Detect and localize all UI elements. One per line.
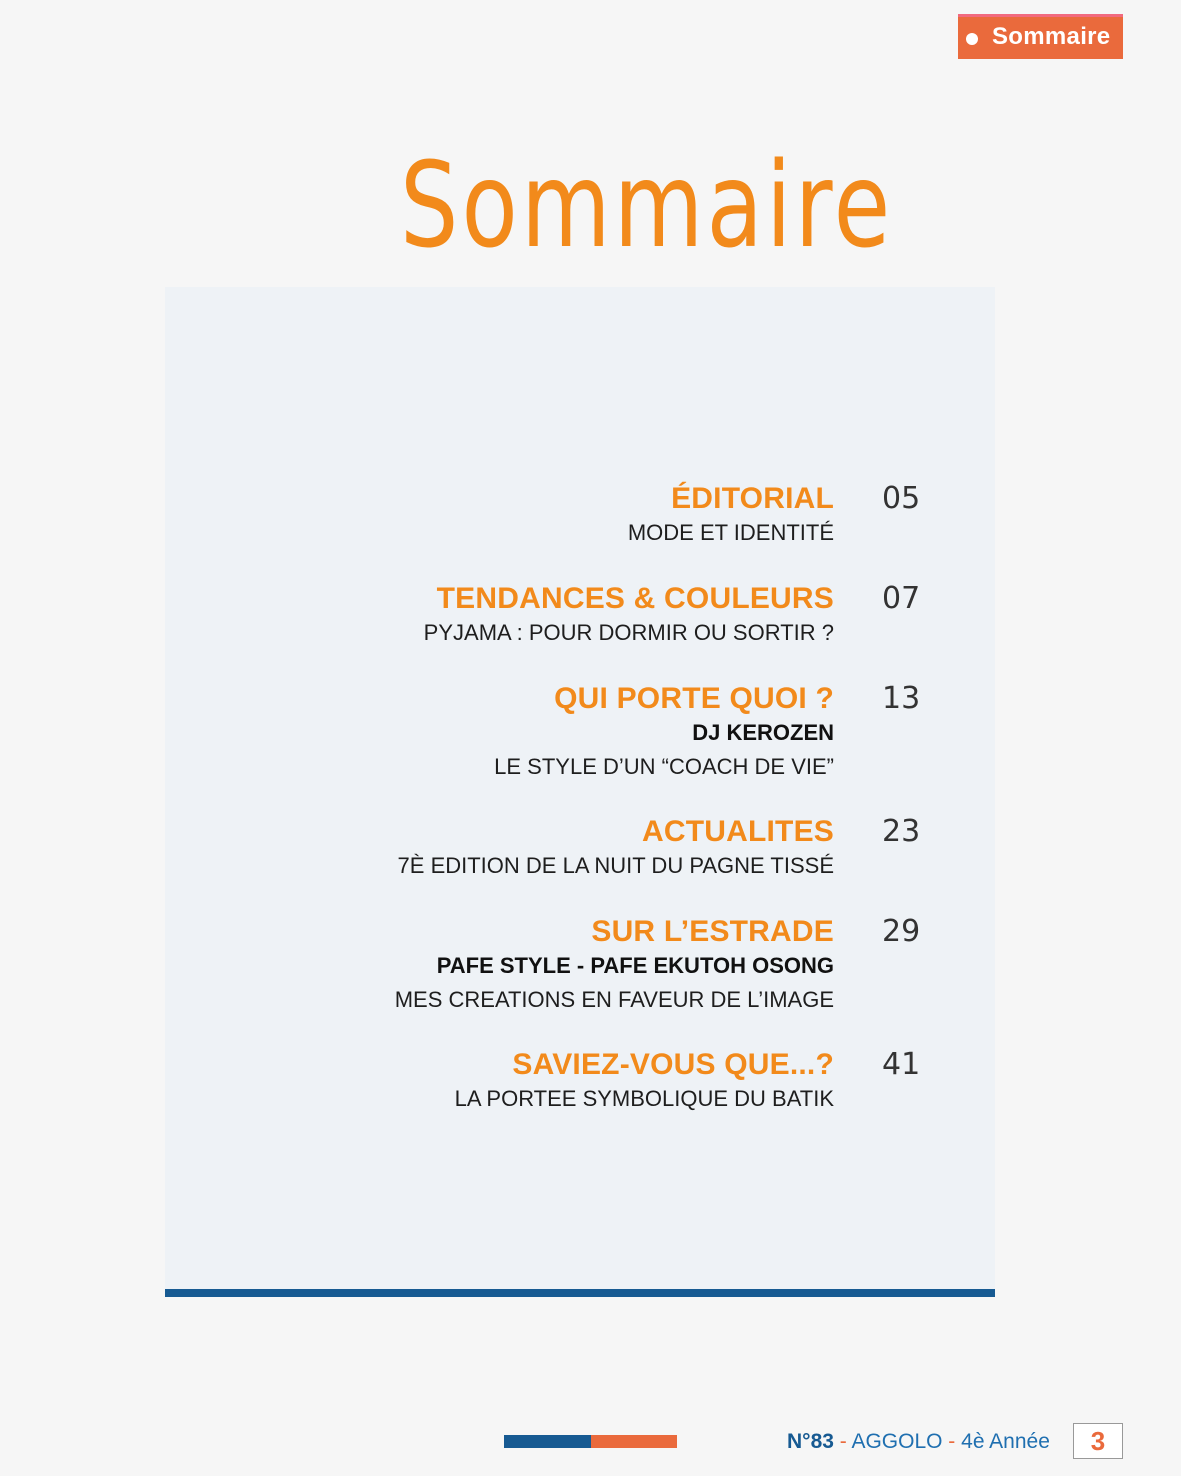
- toc-subtitle: LA PORTEE SYMBOLIQUE DU BATIK: [454, 1086, 834, 1111]
- toc-subtitle: LE STYLE D’UN “COACH DE VIE”: [494, 754, 834, 779]
- toc-subtitle: MES CREATIONS EN FAVEUR DE L’IMAGE: [394, 987, 834, 1012]
- footer-issue: N°83: [787, 1430, 834, 1453]
- toc-page-number: 23: [882, 814, 921, 849]
- toc-section-title: ACTUALITES: [642, 815, 834, 848]
- footer-separator: -: [833, 1430, 852, 1453]
- toc-entry-sur-lestrade: [395, 915, 834, 1017]
- toc-section-title: ÉDITORIAL: [671, 482, 834, 515]
- toc-section-title: QUI PORTE QUOI ?: [554, 682, 834, 715]
- footer-bar-blue: [504, 1435, 591, 1448]
- toc-section-title: SUR L’ESTRADE: [591, 915, 834, 948]
- toc-subtitle: 7È EDITION DE LA NUIT DU PAGNE TISSÉ: [397, 853, 834, 878]
- toc-panel: [165, 287, 995, 1289]
- footer-year: 4è Année: [961, 1430, 1050, 1453]
- toc-page-number: 29: [882, 914, 921, 949]
- footer-magazine: AGGOLO: [851, 1430, 943, 1453]
- section-tag-label: Sommaire: [992, 22, 1111, 50]
- toc-subtitle-bold: DJ KEROZEN: [692, 720, 834, 745]
- footer-credit: [787, 1426, 1050, 1458]
- bullet-dot-icon: [966, 33, 978, 45]
- page-title: Sommaire: [400, 136, 894, 274]
- toc-page-number: 07: [882, 581, 921, 616]
- toc-entry-editorial: [628, 482, 834, 550]
- toc-subtitle: PYJAMA : POUR DORMIR OU SORTIR ?: [423, 620, 834, 645]
- toc-entry-tendances: [424, 582, 834, 650]
- toc-entry-actualites: [398, 815, 834, 883]
- toc-section-title: TENDANCES & COULEURS: [436, 582, 834, 615]
- toc-panel-underline: [165, 1289, 995, 1297]
- toc-section-title: SAVIEZ-VOUS QUE...?: [512, 1048, 834, 1081]
- toc-page-number: 41: [882, 1047, 921, 1082]
- footer-separator: -: [942, 1430, 962, 1453]
- toc-subtitle-bold: PAFE STYLE - PAFE EKUTOH OSONG: [436, 953, 834, 978]
- toc-page-number: 13: [882, 681, 921, 716]
- toc-entry-qui-porte-quoi: [494, 682, 834, 784]
- footer-bar-orange: [591, 1435, 677, 1448]
- page-number-box: 3: [1073, 1423, 1123, 1459]
- toc-subtitle: MODE ET IDENTITÉ: [627, 520, 834, 545]
- toc-entry-saviez-vous: [455, 1048, 834, 1116]
- section-tag: [958, 14, 1123, 59]
- toc-page-number: 05: [882, 481, 921, 516]
